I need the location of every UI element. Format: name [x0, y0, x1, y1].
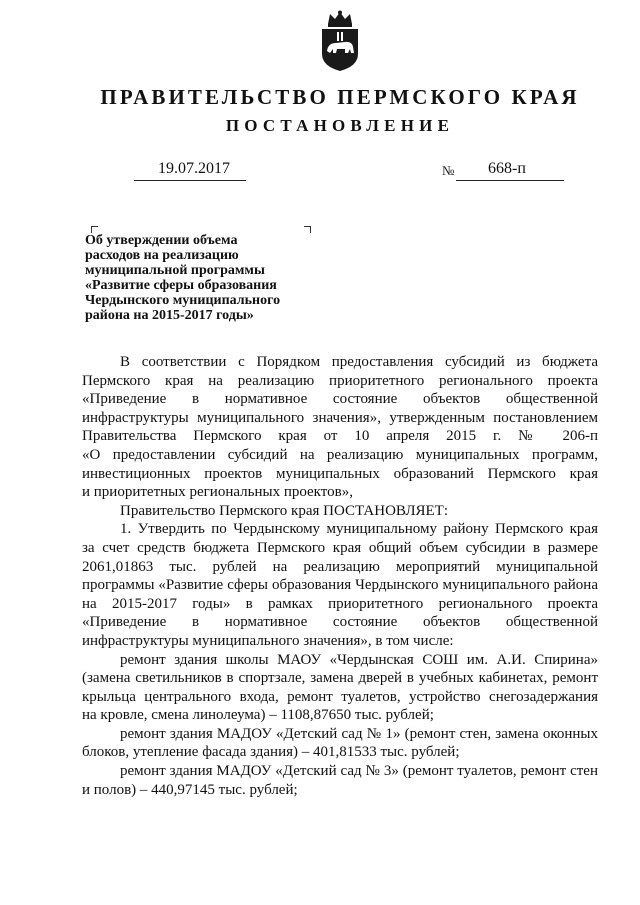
body-line: инфраструктуры муниципального значения», в том числе:: [82, 632, 454, 649]
document-number: 668-п: [488, 160, 526, 177]
body-line: Пермского края на реализацию приоритетного регионального проекта: [82, 372, 598, 389]
body-line: 1. Утвердить по Чердынскому муниципальному району Пермского края: [120, 521, 598, 538]
body-line: на кровле, смена линолеума) – 1108,87650 тыс. рублей;: [82, 707, 434, 724]
body-line: и полов) – 440,97145 тыс. рублей;: [82, 781, 298, 798]
subject-corner-right: [304, 226, 311, 233]
body-line: В соответствии с Порядком предоставления субсидий из бюджета: [120, 354, 598, 370]
body-line: «О предоставлении субсидий на реализацию муниципальных программ,: [82, 446, 598, 463]
body-line: Правительства Пермского края от 10 апреля 2015 г. № 206-п: [82, 428, 598, 445]
body-line: ремонт здания МАДОУ «Детский сад № 3» (ремонт туалетов, ремонт стен: [120, 763, 598, 780]
body-line: ремонт здания школы МАОУ «Чердынская СОШ им. А.И. Спирина»: [120, 651, 598, 668]
body-line: (замена светильников в спортзале, замена дверей в учебных кабинетах, ремонт: [82, 670, 598, 687]
body-line: инвестиционных проектов муниципальных образований Пермского края: [82, 465, 598, 482]
document-body: [82, 353, 598, 799]
number-sign: №: [442, 163, 455, 178]
body-line: блоков, утепление фасада здания) – 401,81533 тыс. рублей;: [82, 744, 460, 761]
document-type: ПОСТАНОВЛЕНИЕ: [225, 116, 455, 135]
body-line: и приоритетных региональных проектов»,: [82, 484, 353, 501]
coat-of-arms-icon: [318, 10, 362, 72]
crown-icon: [328, 11, 352, 28]
subject-line: расходов на реализацию: [85, 248, 239, 263]
body-line: за счет средств бюджета Пермского края общий объем субсидии в размере: [82, 539, 598, 556]
subject-line: «Развитие сферы образования: [85, 278, 277, 293]
body-line: 2061,01863 тыс. рублей на реализацию мероприятий муниципальной: [82, 558, 598, 575]
subject-line: муниципальной программы: [85, 263, 265, 278]
subject-line: Чердынского муниципального: [85, 293, 281, 308]
body-line: на 2015-2017 годы» в рамках приоритетного регионального проекта: [82, 595, 598, 612]
body-line: «Приведение в нормативное состояние объектов общественной: [82, 391, 598, 408]
subject-block: [85, 233, 315, 323]
body-line: программы «Развитие сферы образования Чердынского муниципального района: [82, 577, 598, 594]
body-line: крыльца центрального входа, ремонт туалетов, устройство снегозадержания: [82, 688, 598, 705]
body-line: ремонт здания МАДОУ «Детский сад № 1» (ремонт стен, замена оконных: [120, 725, 598, 742]
body-line: «Приведение в нормативное состояние объектов общественной: [82, 614, 598, 631]
body-line: Правительство Пермского края ПОСТАНОВЛЯЕТ:: [120, 502, 449, 519]
body-line: инфраструктуры муниципального значения», утвержденным постановлением: [82, 409, 598, 426]
document-date: 19.07.2017: [158, 160, 230, 177]
subject-line: района на 2015-2017 годы»: [85, 308, 254, 323]
government-title: ПРАВИТЕЛЬСТВО ПЕРМСКОГО КРАЯ: [100, 85, 580, 109]
subject-line: Об утверждении объема: [85, 233, 238, 248]
subject-corner-left: [91, 226, 98, 233]
